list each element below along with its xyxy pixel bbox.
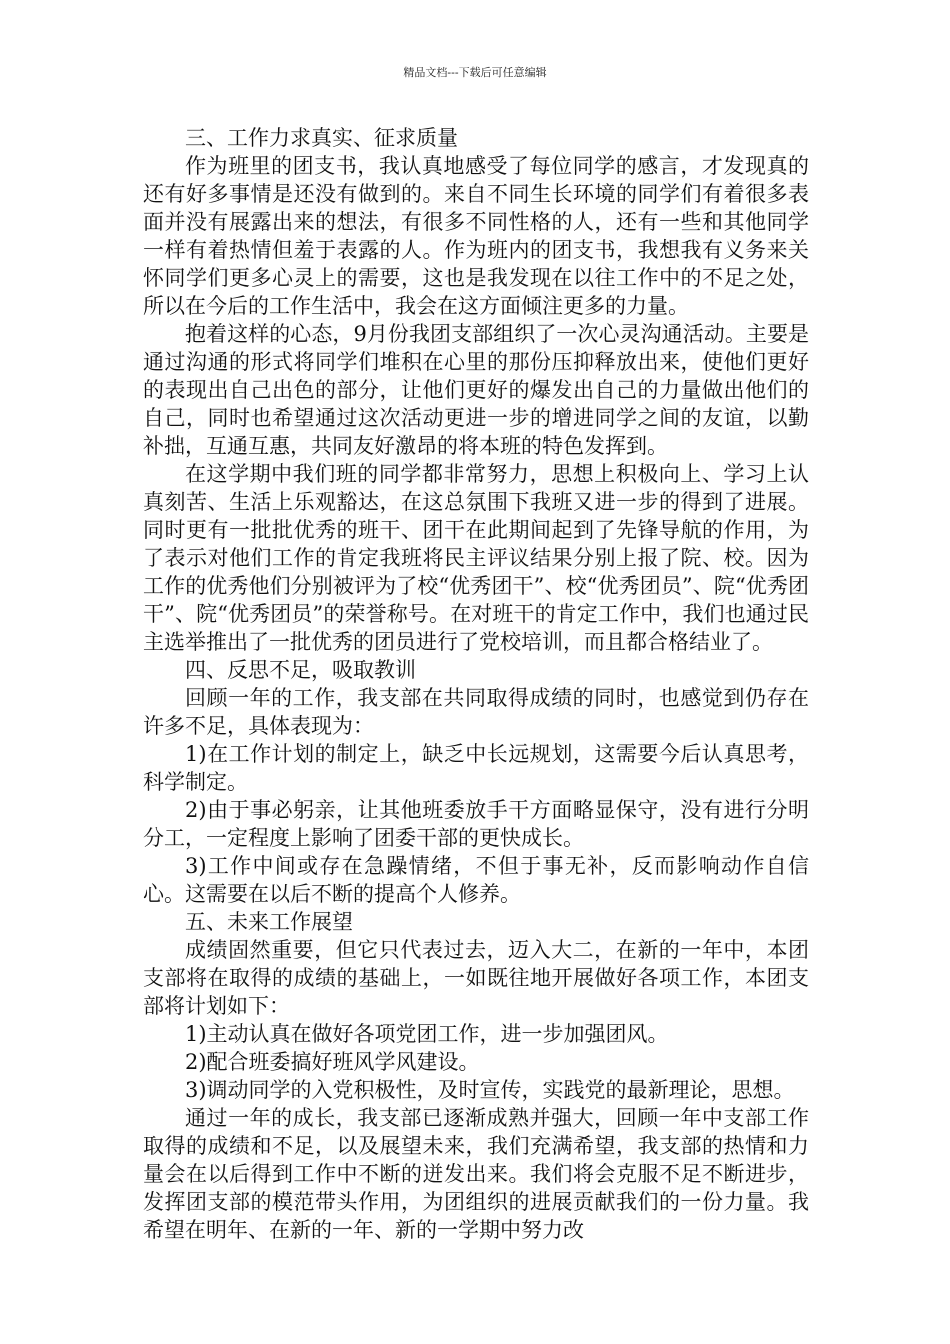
list-item: 2)配合班委搞好班风学风建设。 xyxy=(185,1050,480,1074)
list-item: 1)主动认真在做好各项党团工作，进一步加强团风。 xyxy=(185,1022,669,1046)
list-item: 1)在工作计划的制定上，缺乏中长远规划，这需要今后认真思考，科学制定。 xyxy=(143,742,809,794)
document-body xyxy=(143,124,809,1244)
list-item: 3)调动同学的入党积极性，及时宣传，实践党的最新理论，思想。 xyxy=(185,1078,795,1102)
paragraph: 回顾一年的工作，我支部在共同取得成绩的同时，也感觉到仍存在许多不足，具体表现为： xyxy=(143,686,809,738)
paragraph: 成绩固然重要，但它只代表过去，迈入大二，在新的一年中，本团支部将在取得的成绩的基础上，一如既往地开展做好各项工作，本团支部将计划如下： xyxy=(143,938,809,1018)
paragraph: 通过一年的成长，我支部已逐渐成熟并强大，回顾一年中支部工作取得的成绩和不足，以及展望未来，我们充满希望，我支部的热情和力量会在以后得到工作中不断的迸发出来。我们将会克服不足不断进步，发挥团支部的模范带头作用，为团组织的进展贡献我们的一份力量。我希望在明年、在新的一年、新的一学期中努力改 xyxy=(143,1106,809,1242)
section-heading-3: 三、工作力求真实、征求质量 xyxy=(185,126,458,150)
paragraph: 在这学期中我们班的同学都非常努力，思想上积极向上、学习上认真刻苦、生活上乐观豁达，在这总氛围下我班又进一步的得到了进展。同时更有一批批优秀的班干、团干在此期间起到了先锋导航的作用，为了表示对他们工作的肯定我班将民主评议结果分别上报了院、校。因为工作的优秀他们分别被评为了校“优秀团干”、校“优秀团员”、院“优秀团干”、院“优秀团员”的荣誉称号。在对班干的肯定工作中，我们也通过民主选举推出了一批优秀的团员进行了党校培训，而且都合格结业了。 xyxy=(143,462,809,654)
list-item: 3)工作中间或存在急躁情绪，不但于事无补，反而影响动作自信心。这需要在以后不断的提高个人修养。 xyxy=(143,854,809,906)
section-heading-4: 四、反思不足，吸取教训 xyxy=(185,658,416,682)
paragraph: 抱着这样的心态，9月份我团支部组织了一次心灵沟通活动。主要是通过沟通的形式将同学们堆积在心里的那份压抑释放出来，使他们更好的表现出自己出色的部分，让他们更好的爆发出自己的力量做出他们的自己，同时也希望通过这次活动更进一步的增进同学之间的友谊，以勤补拙，互通互惠，共同友好激昂的将本班的特色发挥到。 xyxy=(143,322,809,458)
list-item: 2)由于事必躬亲，让其他班委放手干方面略显保守，没有进行分明分工，一定程度上影响了团委干部的更快成长。 xyxy=(143,798,809,850)
section-heading-5: 五、未来工作展望 xyxy=(185,910,353,934)
paragraph: 作为班里的团支书，我认真地感受了每位同学的感言，才发现真的还有好多事情是还没有做到的。来自不同生长环境的同学们有着很多表面并没有展露出来的想法，有很多不同性格的人，还有一些和其他同学一样有着热情但羞于表露的人。作为班内的团支书，我想我有义务来关怀同学们更多心灵上的需要，这也是我发现在以往工作中的不足之处，所以在今后的工作生活中，我会在这方面倾注更多的力量。 xyxy=(143,154,809,318)
page-header: 精品文档---下载后可任意编辑 xyxy=(403,66,547,79)
